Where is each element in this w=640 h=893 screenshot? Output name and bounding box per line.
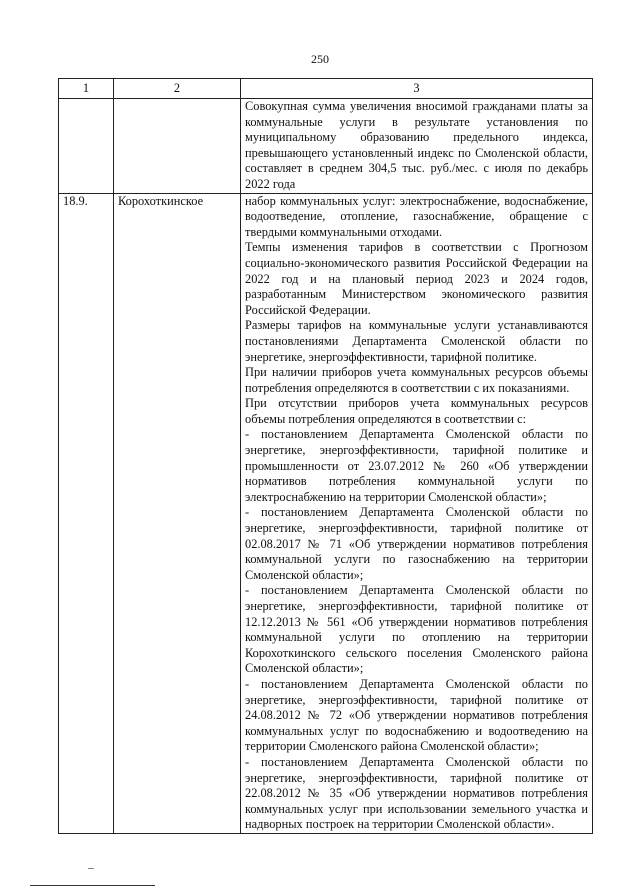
header-col-1: 1 <box>59 79 114 99</box>
paragraph-decree-land: - постановлением Департамента Смоленской области по энергетике, энергоэффективности, тарифной политике от 22.08.2012 № 35 «Об утверждении нормативов потребления коммунальных услуг при использовании земельного участка и надворных построек на территории Смоленской области». <box>245 754 588 832</box>
description-cell <box>241 99 593 194</box>
paragraph-services: набор коммунальных услуг: электроснабжение, водоснабжение, водоотведение, отопление, газоснабжение, обращение с твердыми коммунальными отходами. <box>245 193 588 239</box>
paragraph-meters-absent: При отсутствии приборов учета коммунальных ресурсов объемы потребления определяются в соответствии с: <box>245 396 588 426</box>
table-header-row <box>59 79 593 99</box>
row-number-cell <box>59 99 114 194</box>
page-number: 250 <box>311 52 329 66</box>
description-cell <box>241 193 593 833</box>
paragraph-decree-electricity: - постановлением Департамента Смоленской области по энергетике, энергоэффективности, тарифной политике и промышленности от 23.07.2012 № 260 «Об утверждении нормативов потребления коммунальной услуги по электроснабжению на территории Смоленской области»; <box>245 427 588 504</box>
municipality-cell <box>114 99 241 194</box>
scan-mark <box>88 868 94 869</box>
tariff-table <box>58 78 593 834</box>
header-col-2: 2 <box>114 79 241 99</box>
paragraph-tariff-rates: Темпы изменения тарифов в соответствии с Прогнозом социально-экономического развития Российской Федерации на 2022 год и на плановый период 2023 и 2024 годов, разработанным Министерством экономического развития Российской Федерации. <box>245 240 588 317</box>
paragraph-decree-gas: - постановлением Департамента Смоленской области по энергетике, энергоэффективности, тарифной политике от 02.08.2017 № 71 «Об утверждении нормативов потребления коммунальной услуги по газоснабжению на территории Смоленской области»; <box>245 505 588 582</box>
paragraph-decree-heating: - постановлением Департамента Смоленской области по энергетике, энергоэффективности, тарифной политике от 12.12.2013 № 561 «Об утверждении нормативов потребления коммунальной услуги по отоплению на территории Корохоткинского сельского поселения Смоленского района Смоленской области»; <box>245 583 588 676</box>
paragraph-tariff-sizes: Размеры тарифов на коммунальные услуги устанавливаются постановлениями Департамента Смоленской области по энергетике, энергоэффективности, тарифной политике. <box>245 318 588 364</box>
paragraph-decree-water: - постановлением Департамента Смоленской области по энергетике, энергоэффективности, тарифной политике от 24.08.2012 № 72 «Об утверждении нормативов потребления коммунальных услуг по водоснабжению и водоотведению на территории Смоленского района Смоленской области»; <box>245 676 588 754</box>
header-col-3: 3 <box>241 79 593 99</box>
continued-paragraph: Совокупная сумма увеличения вносимой гражданами платы за коммунальные услуги в результате установления по муниципальному образованию предельного индекса, превышающего установленный индекс по Смоленской области, составляет в среднем 304,5 тыс. руб./мес. с июля по декабрь 2022 года <box>245 99 588 191</box>
table-row-continued <box>59 99 593 194</box>
table-row-18-9 <box>59 193 593 833</box>
footnote-divider <box>30 885 155 886</box>
row-number-cell: 18.9. <box>59 193 114 833</box>
municipality-cell: Корохоткинское <box>114 193 241 833</box>
paragraph-meters-present: При наличии приборов учета коммунальных ресурсов объемы потребления определяются в соответствии с их показаниями. <box>245 365 588 395</box>
